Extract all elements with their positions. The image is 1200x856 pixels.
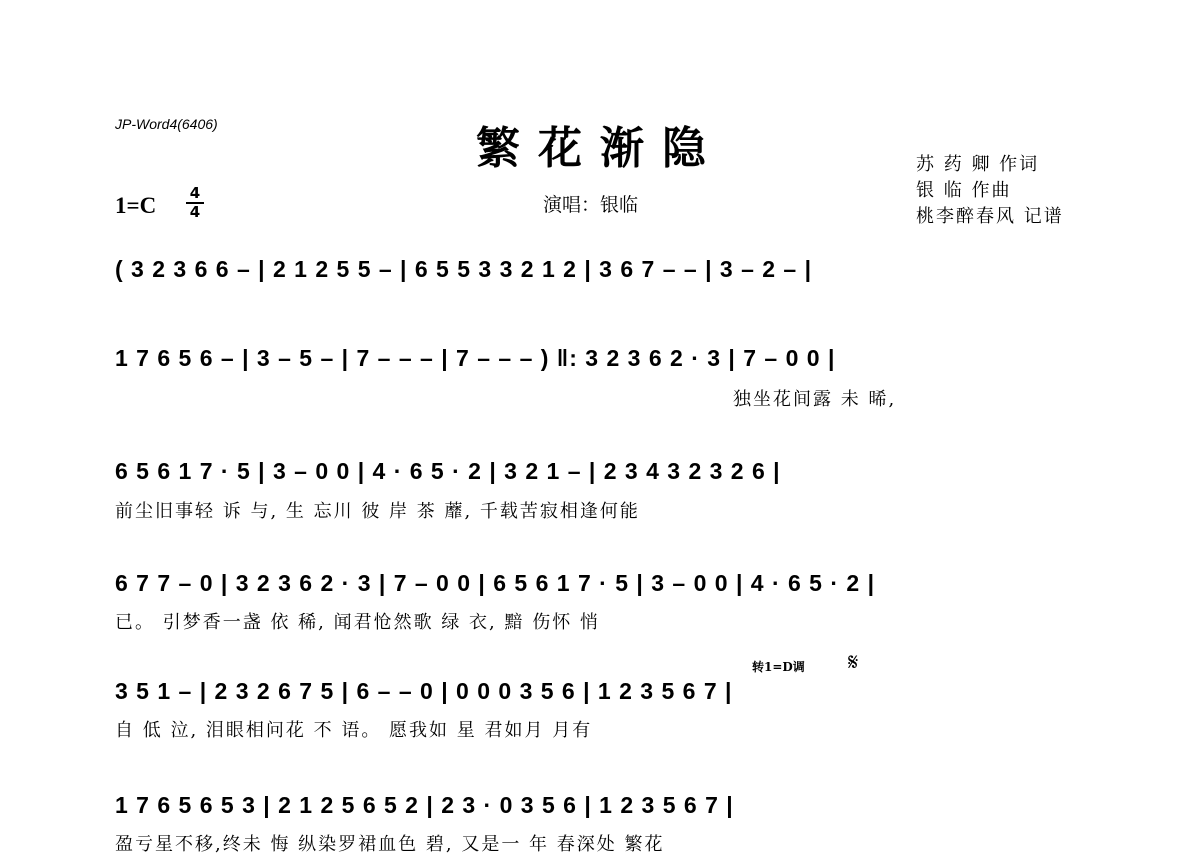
lyric-line-2: 独坐花间露 未 晞, bbox=[733, 389, 897, 410]
lyric-line-4: 已。 引梦香一盏 依 稀, 闻君怆然歌 绿 衣, 黯 伤怀 悄 bbox=[115, 612, 600, 633]
modulation-mark: 转1=D调 bbox=[752, 660, 805, 674]
lyric-line-6: 盈亏星不移,终未 悔 纵染罗裙血色 碧, 又是一 年 春深处 繁花 bbox=[115, 834, 665, 855]
key-signature: 1=C bbox=[115, 193, 157, 218]
staff-line-4: 6 7 7 – 0 | 3 2 3 6 2 · 3 | 7 – 0 0 | 6 5 6 1 7 · 5 | 3 – 0 0 | 4 · 6 5 · 2 | bbox=[115, 570, 876, 596]
staff-line-2: 1 7 6 5 6 – | 3 – 5 – | 7 – – – | 7 – – – ) ‖: 3 2 3 6 2 · 3 | 7 – 0 0 | bbox=[115, 345, 836, 371]
time-signature-top: 4 bbox=[189, 184, 201, 202]
source-label: JP-Word4(6406) bbox=[115, 116, 218, 132]
staff-line-1: ( 3 2 3 6 6 – | 2 1 2 5 5 – | 6 5 5 3 3 2 1 2 | 3 6 7 – – | 3 – 2 – | bbox=[115, 256, 813, 282]
composer-credit: 银 临 作曲 bbox=[916, 180, 1012, 201]
staff-line-5: 3 5 1 – | 2 3 2 6 7 5 | 6 – – 0 | 0 0 0 3 5 6 | 1 2 3 5 6 7 | bbox=[115, 678, 733, 704]
staff-line-6: 1 7 6 5 6 5 3 | 2 1 2 5 6 5 2 | 2 3 · 0 3 5 6 | 1 2 3 5 6 7 | bbox=[115, 792, 734, 818]
staff-line-3: 6 5 6 1 7 · 5 | 3 – 0 0 | 4 · 6 5 · 2 | 3 2 1 – | 2 3 4 3 2 3 2 6 | bbox=[115, 458, 781, 484]
transcriber-credit: 桃李醉春风 记谱 bbox=[916, 206, 1064, 227]
lyric-line-3: 前尘旧事轻 诉 与, 生 忘川 彼 岸 茶 蘼, 千载苦寂相逢何能 bbox=[115, 501, 640, 522]
segno-icon: 𝄋 bbox=[848, 648, 859, 676]
time-signature-bottom: 4 bbox=[189, 203, 201, 221]
time-signature bbox=[186, 186, 204, 220]
singer-credit: 演唱：银临 bbox=[543, 194, 639, 216]
lyricist-credit: 苏 药 卿 作词 bbox=[916, 154, 1040, 175]
page-title: 繁花渐隐 bbox=[476, 123, 724, 174]
lyric-line-5: 自 低 泣, 泪眼相问花 不 语。 愿我如 星 君如月 月有 bbox=[115, 720, 593, 741]
